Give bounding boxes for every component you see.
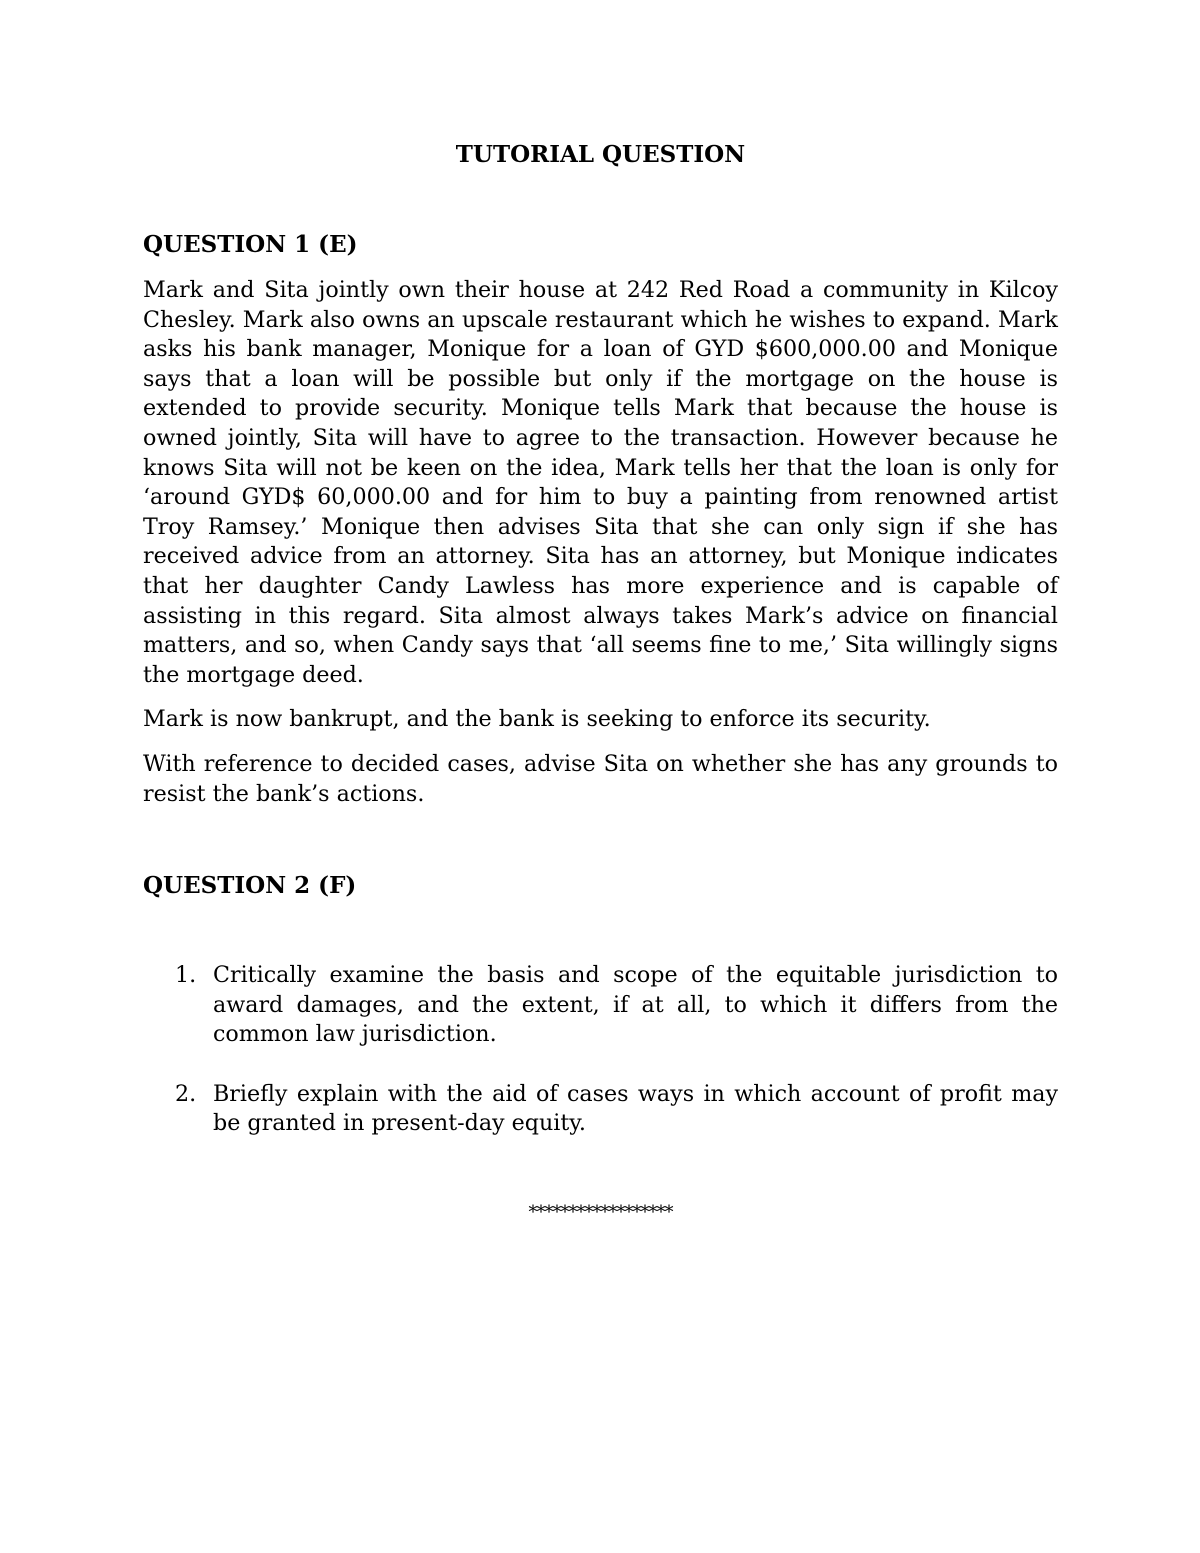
list-item-text: Critically examine the basis and scope of the equitable jurisdiction to award damages, and the extent, if at all, to which it differs from the common law jurisdiction. <box>213 962 1058 1048</box>
list-item-number: 2. <box>175 1080 197 1107</box>
question-1-status-paragraph: Mark is now bankrupt, and the bank is seeking to enforce its security. <box>143 706 931 733</box>
document-title: TUTORIAL QUESTION <box>455 141 746 168</box>
question-2-list <box>143 961 1058 1139</box>
question-2-item <box>143 961 1058 1050</box>
list-item-text: Briefly explain with the aid of cases ways in which account of profit may be granted in present-day equity. <box>213 1080 1058 1137</box>
question-2-heading: QUESTION 2 (F) <box>143 872 357 900</box>
list-item-number: 1. <box>175 962 197 989</box>
document-page <box>143 140 1058 1225</box>
question-1-scenario-paragraph: Mark and Sita jointly own their house at 242 Red Road a community in Kilcoy Chesley. Mark also owns an upscale restaurant which he wishes to expand. Mark asks his bank manager, Monique for a loan of GYD $600,000.00 and Monique says that a loan will be possible but only if the mortgage on the house is extended to provide security. Monique tells Mark that because the house is owned jointly, Sita will have to agree to the transaction. However because he knows Sita will not be keen on the idea, Mark tells her that the loan is only for ‘around GYD$ 60,000.00 and for him to buy a painting from renowned artist Troy Ramsey.’ Monique then advises Sita that she can only sign if she has received advice from an attorney. Sita has an attorney, but Monique indicates that her daughter Candy Lawless has more experience and is capable of assisting in this regard. Sita almost always takes Mark’s advice on financial matters, and so, when Candy says that ‘all seems fine to me,’ Sita willingly signs the mortgage deed. <box>143 277 1058 688</box>
question-2-item <box>143 1080 1058 1139</box>
question-1-task-paragraph: With reference to decided cases, advise Sita on whether she has any grounds to resist the bank’s actions. <box>143 750 1058 807</box>
end-of-document-marker: ****************** <box>528 1202 673 1224</box>
question-1-heading: QUESTION 1 (E) <box>143 231 358 258</box>
